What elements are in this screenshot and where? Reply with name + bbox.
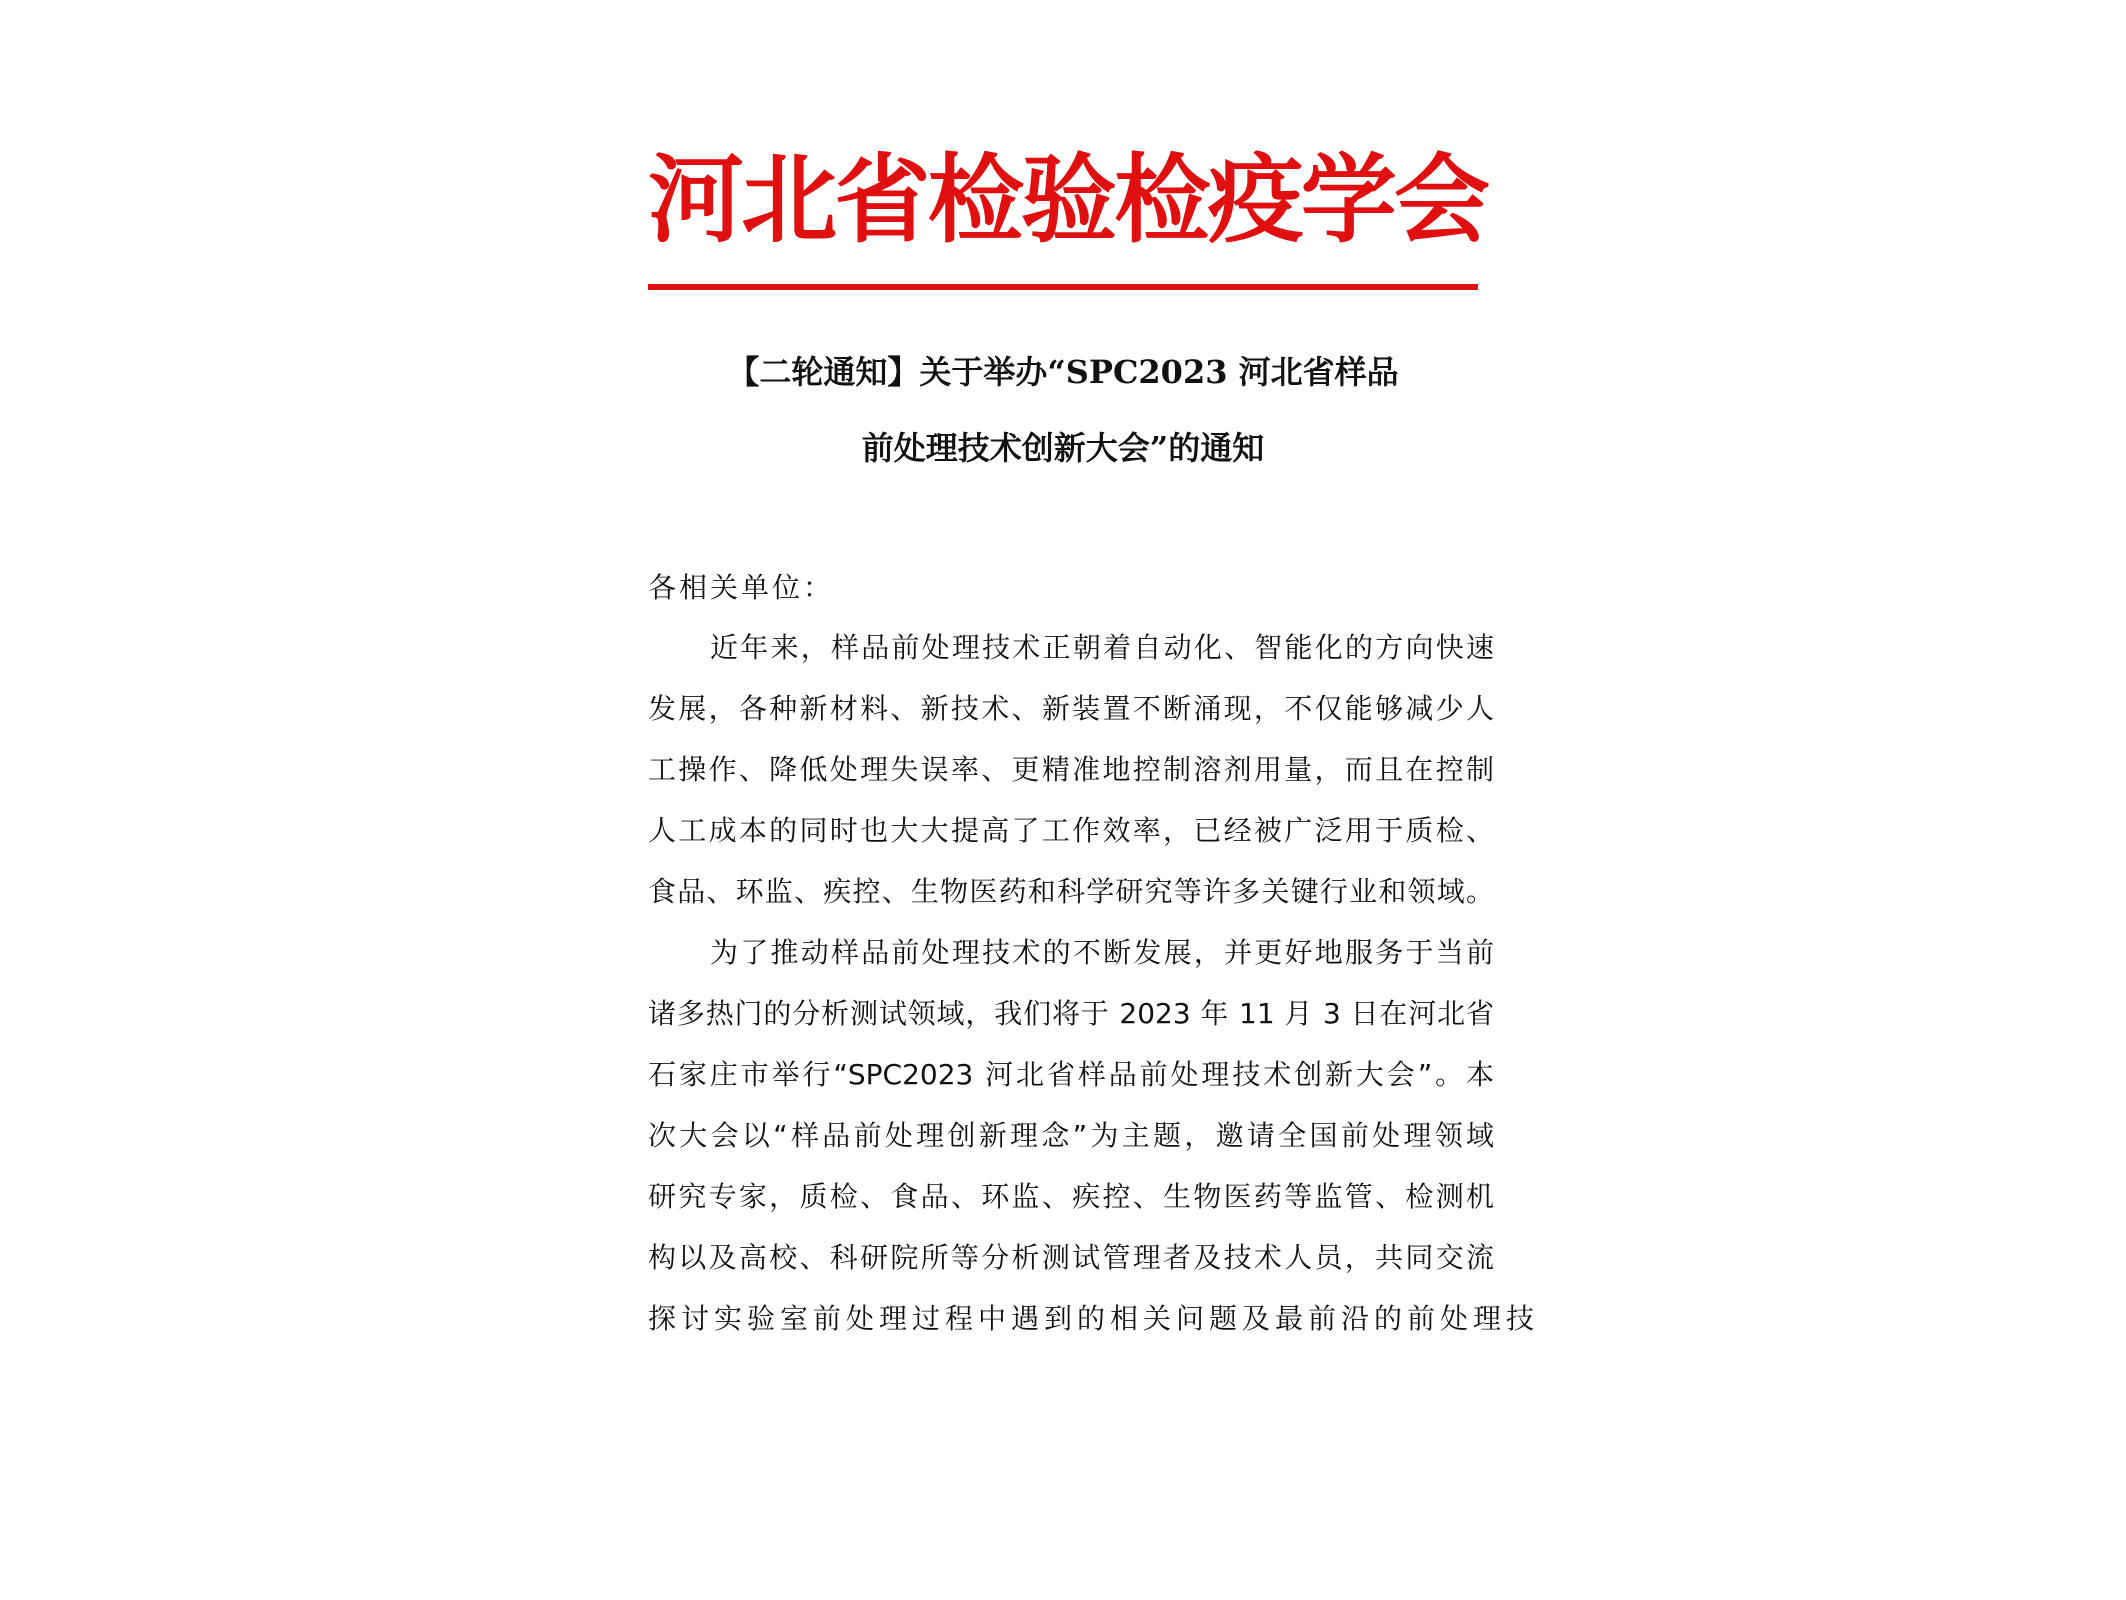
letterhead-char: 检: [927, 144, 1024, 256]
document-title-line-1: 【二轮通知】关于举办“SPC2023 河北省样品: [727, 353, 1399, 391]
paragraph-2-line: 探讨实验室前处理过程中遇到的相关问题及最前沿的前处理技: [648, 1302, 1540, 1335]
letterhead-char: 验: [1021, 144, 1117, 256]
salutation: 各相关单位：: [648, 571, 835, 604]
paragraph-2-line: 次大会以“样品前处理创新理念”为主题，邀请全国前处理领域: [648, 1119, 1494, 1152]
letterhead-char: 省: [834, 144, 931, 256]
paragraph-1-line: 发展，各种新材料、新技术、新装置不断涌现，不仅能够减少人: [648, 692, 1494, 725]
letterhead-title: [648, 140, 1490, 260]
paragraph-2-line: 构以及高校、科研院所等分析测试管理者及技术人员，共同交流: [648, 1241, 1494, 1274]
letterhead-char: 河: [648, 144, 744, 256]
document-title-line-2: 前处理技术创新大会”的通知: [861, 429, 1265, 467]
paragraph-1-line: 人工成本的同时也大大提高了工作效率，已经被广泛用于质检、: [648, 814, 1494, 847]
letterhead-char: 检: [1114, 144, 1211, 256]
paragraph-1-line: 工操作、降低处理失误率、更精准地控制溶剂用量，而且在控制: [648, 753, 1494, 786]
paragraph-2-line: 诸多热门的分析测试领域，我们将于 2023 年 11 月 3 日在河北省: [648, 997, 1494, 1030]
letterhead-divider: [648, 284, 1478, 290]
paragraph-2-line: 为了推动样品前处理技术的不断发展，并更好地服务于当前: [710, 936, 1494, 969]
paragraph-2-line: 石家庄市举行“SPC2023 河北省样品前处理技术创新大会”。本: [648, 1058, 1494, 1091]
paragraph-1-line: 食品、环监、疾控、生物医药和科学研究等许多关键行业和领域。: [648, 875, 1494, 908]
paragraph-1-line: 近年来，样品前处理技术正朝着自动化、智能化的方向快速: [710, 631, 1494, 664]
letterhead-char: 会: [1394, 144, 1490, 256]
letterhead-char: 疫: [1207, 144, 1304, 256]
letterhead-char: 北: [741, 144, 838, 256]
letterhead-char: 学: [1300, 144, 1397, 256]
paragraph-2-line: 研究专家，质检、食品、环监、疾控、生物医药等监管、检测机: [648, 1180, 1494, 1213]
